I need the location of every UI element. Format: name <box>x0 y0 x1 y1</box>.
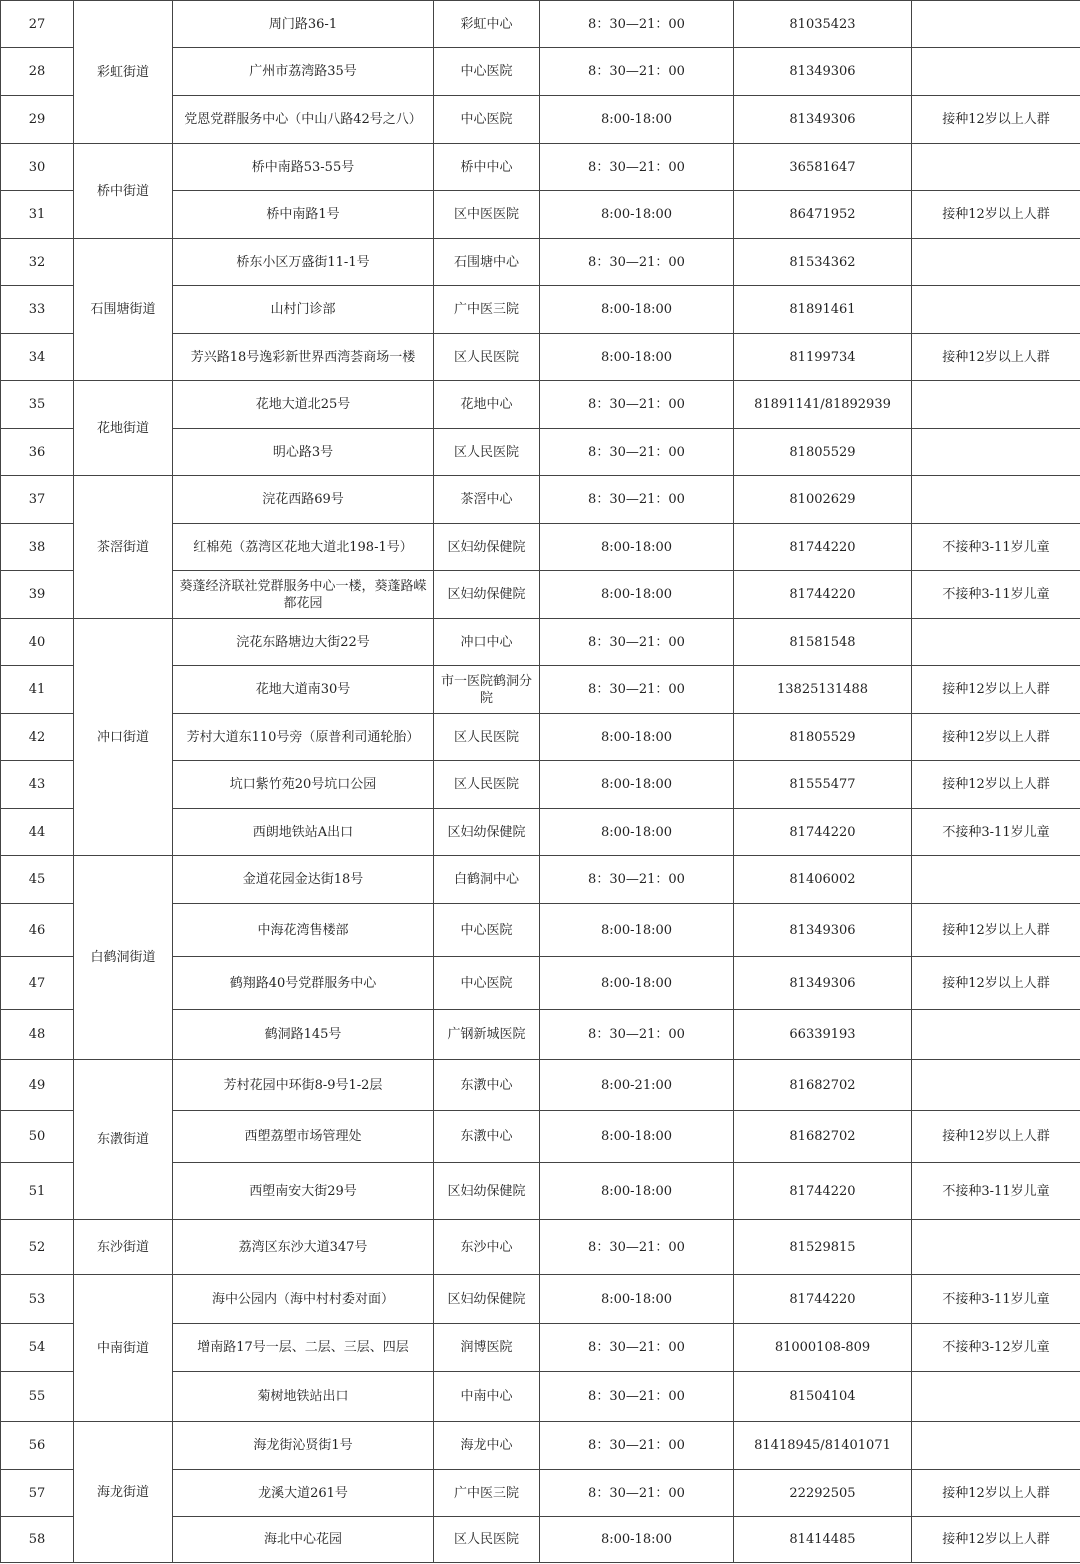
site-address: 中海花湾售楼部 <box>173 904 434 957</box>
contact-phone: 81414485 <box>734 1517 912 1563</box>
contact-phone: 81805529 <box>734 714 912 761</box>
service-hours: 8：30—21：00 <box>540 381 734 429</box>
table-body <box>1 1 1080 1563</box>
street-name: 石围塘街道 <box>74 239 173 381</box>
service-hours: 8:00-18:00 <box>540 904 734 957</box>
site-address: 山村门诊部 <box>173 286 434 334</box>
responsible-unit: 彩虹中心 <box>434 1 540 48</box>
street-name: 桥中街道 <box>74 144 173 239</box>
row-number: 50 <box>1 1111 74 1163</box>
remark <box>912 429 1080 476</box>
site-address: 花地大道北25号 <box>173 381 434 429</box>
contact-phone: 81744220 <box>734 571 912 619</box>
table-row <box>1 144 1080 191</box>
table-row <box>1 1422 1080 1470</box>
remark <box>912 1372 1080 1422</box>
contact-phone: 81349306 <box>734 904 912 957</box>
table-row <box>1 239 1080 286</box>
site-address: 浣花西路69号 <box>173 476 434 524</box>
responsible-unit: 广中医三院 <box>434 286 540 334</box>
table-row <box>1 619 1080 666</box>
row-number: 35 <box>1 381 74 429</box>
contact-phone: 66339193 <box>734 1010 912 1060</box>
contact-phone: 81891141/81892939 <box>734 381 912 429</box>
responsible-unit: 茶滘中心 <box>434 476 540 524</box>
row-number: 33 <box>1 286 74 334</box>
responsible-unit: 中南中心 <box>434 1372 540 1422</box>
street-name: 冲口街道 <box>74 619 173 856</box>
site-address: 西朗地铁站A出口 <box>173 809 434 856</box>
service-hours: 8：30—21：00 <box>540 1220 734 1275</box>
remark: 不接种3-11岁儿童 <box>912 1163 1080 1220</box>
site-address: 花地大道南30号 <box>173 666 434 714</box>
row-number: 44 <box>1 809 74 856</box>
remark <box>912 1 1080 48</box>
contact-phone: 81555477 <box>734 761 912 809</box>
remark <box>912 619 1080 666</box>
remark: 不接种3-11岁儿童 <box>912 809 1080 856</box>
contact-phone: 81349306 <box>734 957 912 1010</box>
service-hours: 8：30—21：00 <box>540 144 734 191</box>
site-address: 芳村花园中环街8-9号1-2层 <box>173 1060 434 1111</box>
site-address: 芳兴路18号逸彩新世界西湾荟商场一楼 <box>173 334 434 381</box>
contact-phone: 81349306 <box>734 48 912 96</box>
remark: 接种12岁以上人群 <box>912 666 1080 714</box>
remark: 不接种3-11岁儿童 <box>912 1275 1080 1324</box>
row-number: 46 <box>1 904 74 957</box>
row-number: 49 <box>1 1060 74 1111</box>
service-hours: 8:00-18:00 <box>540 761 734 809</box>
row-number: 55 <box>1 1372 74 1422</box>
responsible-unit: 市一医院鹤洞分院 <box>434 666 540 714</box>
service-hours: 8：30—21：00 <box>540 1372 734 1422</box>
row-number: 34 <box>1 334 74 381</box>
row-number: 39 <box>1 571 74 619</box>
remark <box>912 1220 1080 1275</box>
contact-phone: 81199734 <box>734 334 912 381</box>
street-name: 中南街道 <box>74 1275 173 1422</box>
responsible-unit: 区人民医院 <box>434 334 540 381</box>
street-name: 东沙街道 <box>74 1220 173 1275</box>
service-hours: 8:00-18:00 <box>540 1111 734 1163</box>
row-number: 58 <box>1 1517 74 1563</box>
contact-phone: 81000108-809 <box>734 1324 912 1372</box>
site-address: 鹤翔路40号党群服务中心 <box>173 957 434 1010</box>
site-address: 西塱南安大街29号 <box>173 1163 434 1220</box>
responsible-unit: 东漖中心 <box>434 1111 540 1163</box>
remark: 接种12岁以上人群 <box>912 1517 1080 1563</box>
site-address: 红棉苑（荔湾区花地大道北198-1号） <box>173 524 434 571</box>
responsible-unit: 广中医三院 <box>434 1470 540 1517</box>
row-number: 28 <box>1 48 74 96</box>
table-row <box>1 1220 1080 1275</box>
contact-phone: 81349306 <box>734 96 912 144</box>
site-address: 增南路17号一层、二层、三层、四层 <box>173 1324 434 1372</box>
row-number: 27 <box>1 1 74 48</box>
street-name: 花地街道 <box>74 381 173 476</box>
service-hours: 8：30—21：00 <box>540 619 734 666</box>
service-hours: 8：30—21：00 <box>540 48 734 96</box>
row-number: 42 <box>1 714 74 761</box>
responsible-unit: 润博医院 <box>434 1324 540 1372</box>
service-hours: 8:00-18:00 <box>540 714 734 761</box>
responsible-unit: 冲口中心 <box>434 619 540 666</box>
remark: 不接种3-11岁儿童 <box>912 524 1080 571</box>
service-hours: 8：30—21：00 <box>540 666 734 714</box>
remark: 接种12岁以上人群 <box>912 904 1080 957</box>
responsible-unit: 区妇幼保健院 <box>434 809 540 856</box>
remark: 接种12岁以上人群 <box>912 714 1080 761</box>
site-address: 桥东小区万盛街11-1号 <box>173 239 434 286</box>
responsible-unit: 东漖中心 <box>434 1060 540 1111</box>
remark <box>912 286 1080 334</box>
responsible-unit: 海龙中心 <box>434 1422 540 1470</box>
remark: 接种12岁以上人群 <box>912 334 1080 381</box>
responsible-unit: 花地中心 <box>434 381 540 429</box>
responsible-unit: 区中医医院 <box>434 191 540 239</box>
remark <box>912 476 1080 524</box>
row-number: 37 <box>1 476 74 524</box>
row-number: 47 <box>1 957 74 1010</box>
table-row <box>1 476 1080 524</box>
service-hours: 8:00-18:00 <box>540 286 734 334</box>
responsible-unit: 中心医院 <box>434 48 540 96</box>
street-name: 海龙街道 <box>74 1422 173 1563</box>
site-address: 西塱荔塱市场管理处 <box>173 1111 434 1163</box>
table-row <box>1 381 1080 429</box>
contact-phone: 13825131488 <box>734 666 912 714</box>
row-number: 29 <box>1 96 74 144</box>
service-hours: 8:00-18:00 <box>540 524 734 571</box>
contact-phone: 81504104 <box>734 1372 912 1422</box>
service-hours: 8：30—21：00 <box>540 429 734 476</box>
row-number: 51 <box>1 1163 74 1220</box>
site-address: 海中公园内（海中村村委对面） <box>173 1275 434 1324</box>
table-row <box>1 1 1080 48</box>
remark: 接种12岁以上人群 <box>912 96 1080 144</box>
responsible-unit: 中心医院 <box>434 904 540 957</box>
responsible-unit: 区妇幼保健院 <box>434 524 540 571</box>
row-number: 31 <box>1 191 74 239</box>
row-number: 32 <box>1 239 74 286</box>
row-number: 36 <box>1 429 74 476</box>
contact-phone: 81744220 <box>734 1275 912 1324</box>
contact-phone: 81002629 <box>734 476 912 524</box>
responsible-unit: 中心医院 <box>434 957 540 1010</box>
site-address: 广州市荔湾路35号 <box>173 48 434 96</box>
table-row <box>1 1275 1080 1324</box>
responsible-unit: 区人民医院 <box>434 714 540 761</box>
contact-phone: 81744220 <box>734 1163 912 1220</box>
street-name: 彩虹街道 <box>74 1 173 144</box>
responsible-unit: 石围塘中心 <box>434 239 540 286</box>
service-hours: 8:00-18:00 <box>540 1517 734 1563</box>
table-row <box>1 856 1080 904</box>
responsible-unit: 区人民医院 <box>434 1517 540 1563</box>
remark <box>912 856 1080 904</box>
service-hours: 8:00-18:00 <box>540 809 734 856</box>
responsible-unit: 区人民医院 <box>434 761 540 809</box>
contact-phone: 81744220 <box>734 524 912 571</box>
contact-phone: 81682702 <box>734 1111 912 1163</box>
row-number: 43 <box>1 761 74 809</box>
responsible-unit: 区妇幼保健院 <box>434 1163 540 1220</box>
service-hours: 8:00-18:00 <box>540 571 734 619</box>
remark <box>912 48 1080 96</box>
site-address: 周门路36-1 <box>173 1 434 48</box>
site-address: 坑口紫竹苑20号坑口公园 <box>173 761 434 809</box>
remark <box>912 381 1080 429</box>
row-number: 30 <box>1 144 74 191</box>
contact-phone: 81406002 <box>734 856 912 904</box>
service-hours: 8:00-18:00 <box>540 96 734 144</box>
site-address: 桥中南路1号 <box>173 191 434 239</box>
site-address: 芳村大道东110号旁（原普利司通轮胎） <box>173 714 434 761</box>
remark: 接种12岁以上人群 <box>912 761 1080 809</box>
service-hours: 8：30—21：00 <box>540 1470 734 1517</box>
remark <box>912 1010 1080 1060</box>
site-address: 鹤洞路145号 <box>173 1010 434 1060</box>
street-name: 白鹤洞街道 <box>74 856 173 1060</box>
responsible-unit: 区妇幼保健院 <box>434 571 540 619</box>
street-name: 东漖街道 <box>74 1060 173 1220</box>
service-hours: 8:00-18:00 <box>540 1163 734 1220</box>
row-number: 54 <box>1 1324 74 1372</box>
site-address: 浣花东路塘边大街22号 <box>173 619 434 666</box>
row-number: 52 <box>1 1220 74 1275</box>
table-row <box>1 1060 1080 1111</box>
service-hours: 8:00-18:00 <box>540 334 734 381</box>
remark: 接种12岁以上人群 <box>912 957 1080 1010</box>
site-address: 海北中心花园 <box>173 1517 434 1563</box>
site-address: 龙溪大道261号 <box>173 1470 434 1517</box>
site-address: 葵蓬经济联社党群服务中心一楼，葵蓬路嵘都花园 <box>173 571 434 619</box>
service-hours: 8:00-21:00 <box>540 1060 734 1111</box>
contact-phone: 86471952 <box>734 191 912 239</box>
row-number: 38 <box>1 524 74 571</box>
site-address: 明心路3号 <box>173 429 434 476</box>
service-hours: 8：30—21：00 <box>540 476 734 524</box>
service-hours: 8：30—21：00 <box>540 1324 734 1372</box>
contact-phone: 81534362 <box>734 239 912 286</box>
remark <box>912 144 1080 191</box>
row-number: 48 <box>1 1010 74 1060</box>
site-address: 桥中南路53-55号 <box>173 144 434 191</box>
remark: 接种12岁以上人群 <box>912 191 1080 239</box>
row-number: 57 <box>1 1470 74 1517</box>
row-number: 53 <box>1 1275 74 1324</box>
contact-phone: 81418945/81401071 <box>734 1422 912 1470</box>
service-hours: 8：30—21：00 <box>540 1 734 48</box>
service-hours: 8：30—21：00 <box>540 1422 734 1470</box>
contact-phone: 81891461 <box>734 286 912 334</box>
responsible-unit: 区人民医院 <box>434 429 540 476</box>
site-address: 金道花园金达街18号 <box>173 856 434 904</box>
responsible-unit: 区妇幼保健院 <box>434 1275 540 1324</box>
service-hours: 8:00-18:00 <box>540 957 734 1010</box>
service-hours: 8:00-18:00 <box>540 1275 734 1324</box>
service-hours: 8：30—21：00 <box>540 1010 734 1060</box>
remark <box>912 239 1080 286</box>
contact-phone: 81805529 <box>734 429 912 476</box>
responsible-unit: 白鹤洞中心 <box>434 856 540 904</box>
row-number: 45 <box>1 856 74 904</box>
row-number: 40 <box>1 619 74 666</box>
remark: 接种12岁以上人群 <box>912 1111 1080 1163</box>
row-number: 56 <box>1 1422 74 1470</box>
responsible-unit: 东沙中心 <box>434 1220 540 1275</box>
site-address: 党恩党群服务中心（中山八路42号之八） <box>173 96 434 144</box>
responsible-unit: 中心医院 <box>434 96 540 144</box>
site-address: 海龙街沁贤街1号 <box>173 1422 434 1470</box>
service-hours: 8：30—21：00 <box>540 239 734 286</box>
row-number: 41 <box>1 666 74 714</box>
remark: 不接种3-12岁儿童 <box>912 1324 1080 1372</box>
remark: 接种12岁以上人群 <box>912 1470 1080 1517</box>
contact-phone: 81581548 <box>734 619 912 666</box>
site-address: 荔湾区东沙大道347号 <box>173 1220 434 1275</box>
contact-phone: 81529815 <box>734 1220 912 1275</box>
remark: 不接种3-11岁儿童 <box>912 571 1080 619</box>
service-hours: 8：30—21：00 <box>540 856 734 904</box>
contact-phone: 81744220 <box>734 809 912 856</box>
contact-phone: 36581647 <box>734 144 912 191</box>
remark <box>912 1422 1080 1470</box>
contact-phone: 81035423 <box>734 1 912 48</box>
contact-phone: 81682702 <box>734 1060 912 1111</box>
site-address: 菊树地铁站出口 <box>173 1372 434 1422</box>
responsible-unit: 广钢新城医院 <box>434 1010 540 1060</box>
service-hours: 8:00-18:00 <box>540 191 734 239</box>
street-name: 茶滘街道 <box>74 476 173 619</box>
remark <box>912 1060 1080 1111</box>
contact-phone: 22292505 <box>734 1470 912 1517</box>
responsible-unit: 桥中中心 <box>434 144 540 191</box>
